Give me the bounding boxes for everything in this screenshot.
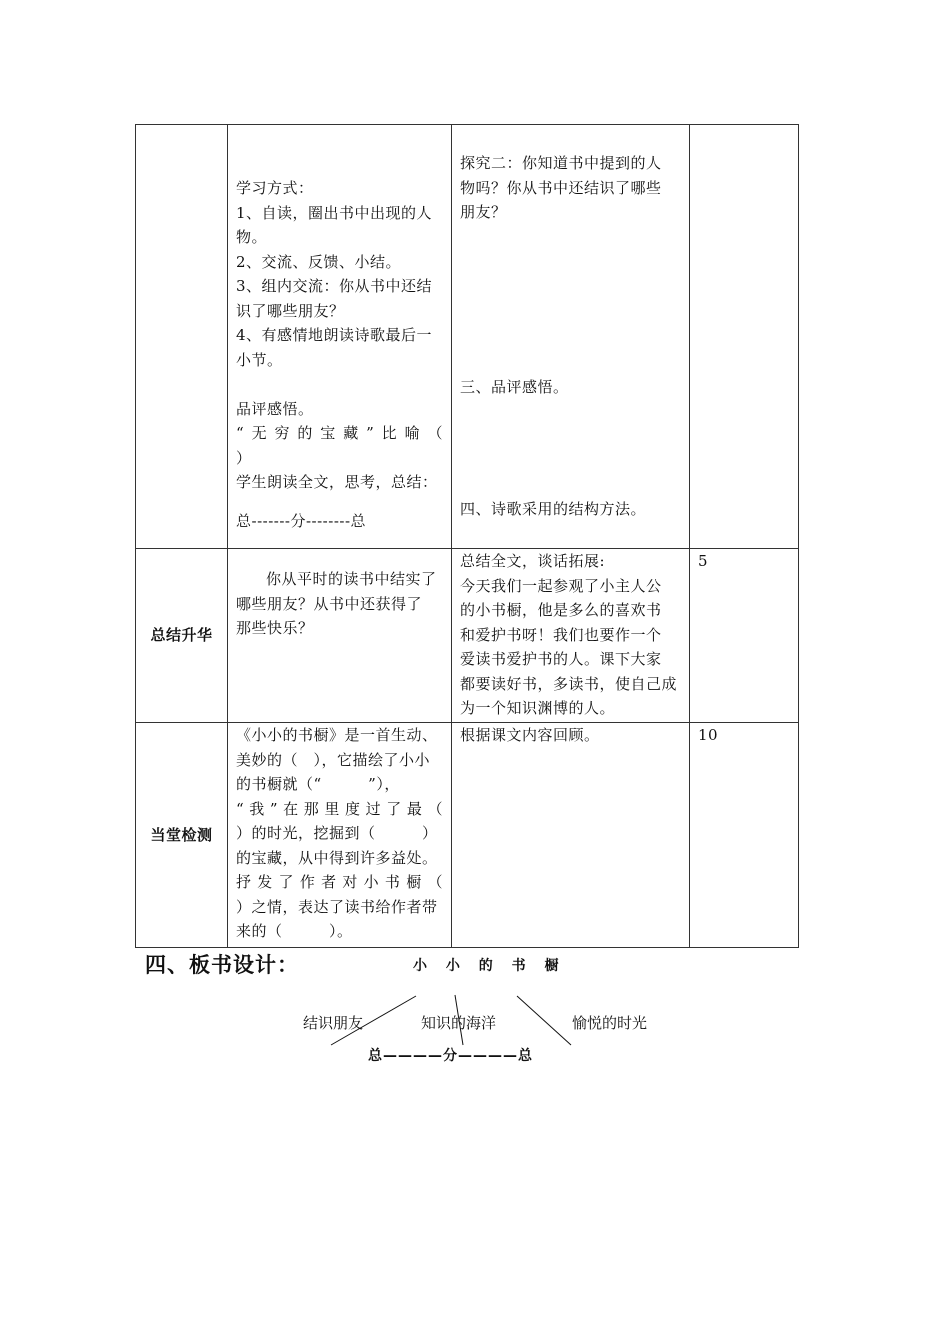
- structure-summary: 总————分————总: [368, 1048, 533, 1064]
- time-cell-summary: 5: [690, 549, 799, 723]
- summary-question-cell: 你从平时的读书中结实了 哪些朋友？从书中还获得了 那些快乐？: [228, 549, 452, 723]
- row-label-summary: 总结升华: [136, 549, 228, 723]
- branch-friends: 结识朋友: [303, 1014, 364, 1032]
- summary-guide-cell: 总结全文，谈话拓展: 今天我们一起参观了小主人公 的小书橱，他是多么的喜欢书 和爱护书呀！我们也要作一个 爱读书爱护书的人。课下大家 都要读好书，多读书，使自己成 为一个知识渊博的人。: [452, 549, 690, 723]
- time-cell-check: 10: [690, 723, 799, 948]
- check-guide-cell: 根据课文内容回顾。: [452, 723, 690, 948]
- board-design-heading: 四、板书设计：: [145, 953, 299, 977]
- check-exercise-cell: 《小小的书橱》是一首生动、 美妙的（ ），它描绘了小小 的书橱就（“ ”）， “我”在那里度过了最（ ）的时光，挖掘到（ ） 的宝藏，从中得到许多益处。 抒发了作者对小书橱（ ）之情，表达了读书给作者带 来的（ ）。: [228, 723, 452, 948]
- branch-knowledge: 知识的海洋: [421, 1014, 497, 1032]
- branch-joy: 愉悦的时光: [572, 1014, 648, 1032]
- row-label-check: 当堂检测: [136, 723, 228, 948]
- teacher-guide-cell: 探究二：你知道书中提到的人 物吗？你从书中还结识了哪些 朋友？ 三、品评感悟。 四、诗歌采用的结构方法。: [452, 125, 690, 549]
- board-title: 小 小 的 书 橱: [413, 958, 566, 974]
- learning-methods-cell: 学习方式： 1、自读，圈出书中出现的人 物。 2、交流、反馈、小结。 3、组内交流：你从书中还结 识了哪些朋友？ 4、有感情地朗读诗歌最后一 小节。 品评感悟。 “无穷的宝藏”比喻（ ） 学生朗读全文，思考，总结： 总-------分--------总: [228, 125, 452, 549]
